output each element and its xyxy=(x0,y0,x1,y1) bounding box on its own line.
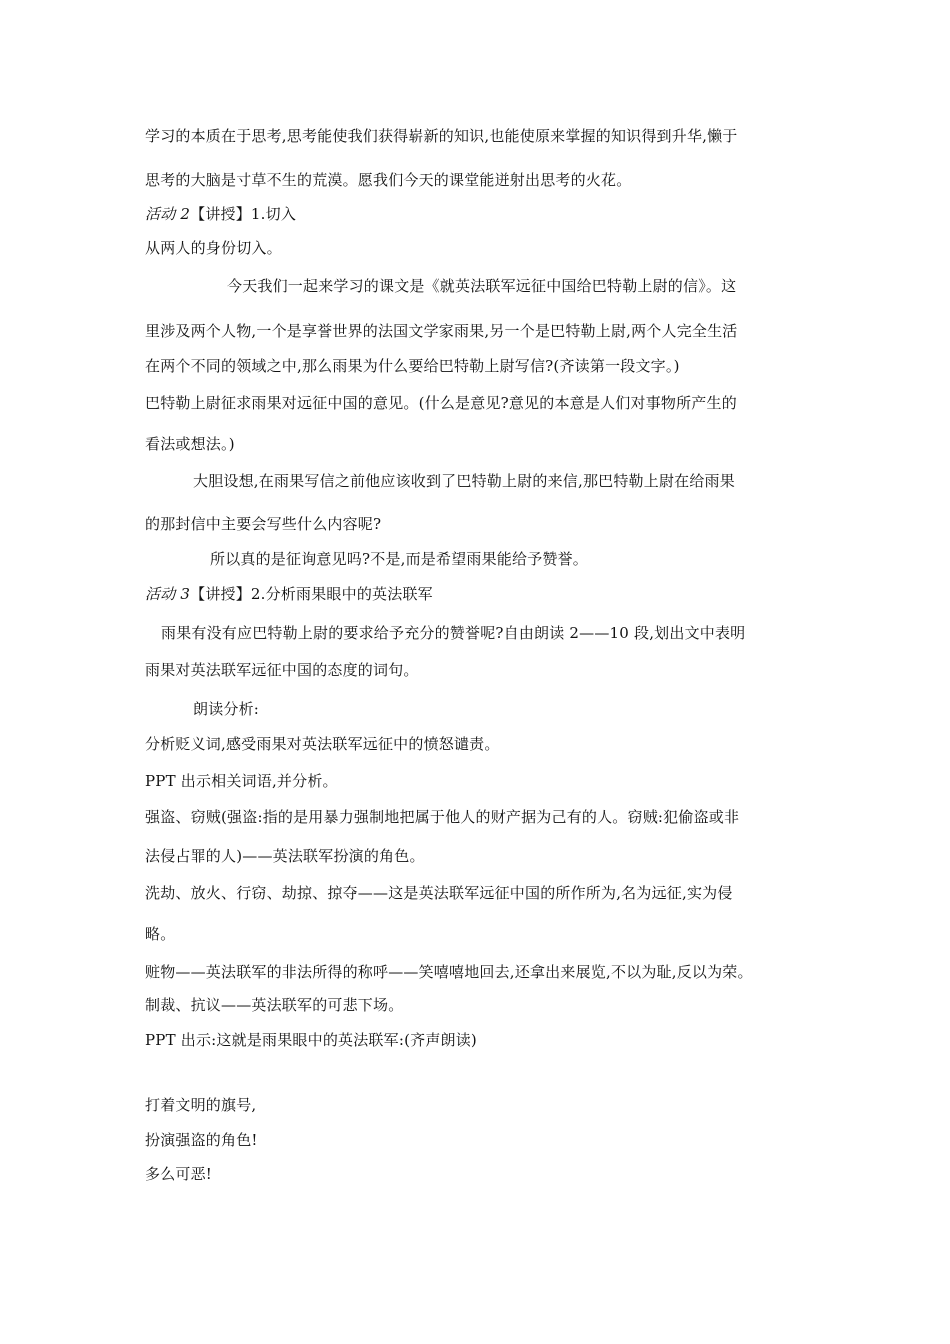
poem-line: 扮演强盗的角色! xyxy=(145,1131,258,1149)
paragraph-line: 思考的大脑是寸草不生的荒漠。愿我们今天的课堂能迸射出思考的火花。 xyxy=(145,171,632,189)
paragraph-line: 所以真的是征询意见吗?不是,而是希望雨果能给予赞誉。 xyxy=(210,550,589,568)
activity-title: 【讲授】1.切入 xyxy=(190,205,297,223)
paragraph-line: 里涉及两个人物,一个是享誉世界的法国文学家雨果,另一个是巴特勒上尉,两个人完全生活 xyxy=(145,322,738,340)
paragraph-line: 法侵占罪的人)——英法联军扮演的角色。 xyxy=(145,847,425,865)
activity-heading xyxy=(145,203,296,225)
activity-label: 活动 2 xyxy=(145,205,191,223)
poem-line: 多么可恶! xyxy=(145,1165,213,1183)
paragraph-line: 制裁、抗议——英法联军的可悲下场。 xyxy=(145,996,404,1014)
activity-label: 活动 3 xyxy=(145,585,191,603)
paragraph-line: 雨果对英法联军远征中国的态度的词句。 xyxy=(145,661,419,679)
activity-title: 【讲授】2.分析雨果眼中的英法联军 xyxy=(190,585,433,603)
paragraph-line: 略。 xyxy=(145,925,176,943)
paragraph-line: 赃物——英法联军的非法所得的称呼——笑嘻嘻地回去,还拿出来展览,不以为耻,反以为荣。 xyxy=(145,963,753,981)
paragraph-line: 从两人的身份切入。 xyxy=(145,239,282,257)
paragraph-line: PPT 出示:这就是雨果眼中的英法联军:(齐声朗读) xyxy=(145,1031,477,1049)
paragraph-line: 在两个不同的领域之中,那么雨果为什么要给巴特勒上尉写信?(齐读第一段文字。) xyxy=(145,357,680,375)
paragraph-line: 分析贬义词,感受雨果对英法联军远征中的愤怒谴责。 xyxy=(145,735,500,753)
paragraph-line: 洗劫、放火、行窃、劫掠、掠夺——这是英法联军远征中国的所作所为,名为远征,实为侵 xyxy=(145,884,733,902)
paragraph-line: 雨果有没有应巴特勒上尉的要求给予充分的赞誉呢?自由朗读 2——10 段,划出文中表明 xyxy=(161,624,746,642)
paragraph-line: 巴特勒上尉征求雨果对远征中国的意见。(什么是意见?意见的本意是人们对事物所产生的 xyxy=(145,394,737,412)
paragraph-line: 看法或想法。) xyxy=(145,435,235,453)
poem-line: 打着文明的旗号, xyxy=(145,1096,257,1114)
paragraph-line: 今天我们一起来学习的课文是《就英法联军远征中国给巴特勒上尉的信》。这 xyxy=(227,277,737,295)
paragraph-line: 大胆设想,在雨果写信之前他应该收到了巴特勒上尉的来信,那巴特勒上尉在给雨果 xyxy=(193,472,735,490)
activity-heading xyxy=(145,583,433,605)
paragraph-line: 学习的本质在于思考,思考能使我们获得崭新的知识,也能使原来掌握的知识得到升华,懒于 xyxy=(145,127,738,145)
paragraph-line: 朗读分析: xyxy=(193,700,260,718)
paragraph-line: 的那封信中主要会写些什么内容呢? xyxy=(145,515,382,533)
paragraph-line: PPT 出示相关词语,并分析。 xyxy=(145,772,338,790)
paragraph-line: 强盗、窃贼(强盗:指的是用暴力强制地把属于他人的财产据为己有的人。窃贼:犯偷盗或非 xyxy=(145,808,740,826)
